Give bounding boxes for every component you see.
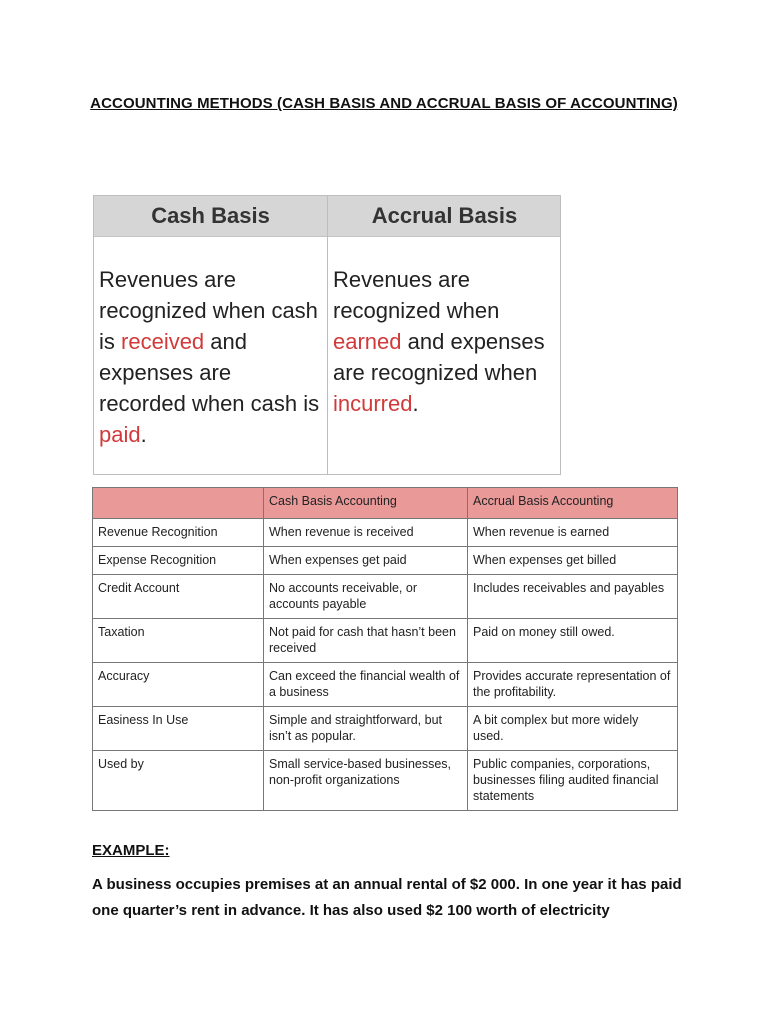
table-cell: Not paid for cash that hasn’t been received xyxy=(264,619,468,663)
table-cell: When expenses get paid xyxy=(264,547,468,575)
page-title: ACCOUNTING METHODS (CASH BASIS AND ACCRUAL BASIS OF ACCOUNTING) xyxy=(90,95,678,112)
accrual-highlight-incurred: incurred xyxy=(333,391,413,416)
comparison-divider xyxy=(327,196,328,474)
table-cell: When revenue is earned xyxy=(468,519,678,547)
table-row xyxy=(93,547,678,575)
table-cell: Expense Recognition xyxy=(93,547,264,575)
table-cell: Simple and straightforward, but isn’t as popular. xyxy=(264,707,468,751)
table-cell: Revenue Recognition xyxy=(93,519,264,547)
cash-text-1: Revenues are recognized when cash is xyxy=(99,267,318,354)
cash-text-2: and expenses are recorded when cash is xyxy=(99,329,320,416)
accrual-basis-heading: Accrual Basis xyxy=(371,203,518,228)
table-cell: Paid on money still owed. xyxy=(468,619,678,663)
accrual-text-1: Revenues are recognized when xyxy=(333,267,500,323)
table-cell: Taxation xyxy=(93,619,264,663)
table-header-cell: Accrual Basis Accounting xyxy=(468,488,678,519)
table-header-cell xyxy=(93,488,264,519)
cash-basis-heading: Cash Basis xyxy=(151,203,270,228)
cash-highlight-paid: paid xyxy=(99,422,141,447)
table-cell: Small service-based businesses, non-profit organizations xyxy=(264,751,468,811)
table-cell: Credit Account xyxy=(93,575,264,619)
cash-highlight-received: received xyxy=(121,329,205,354)
cash-vs-accrual-image xyxy=(93,195,561,475)
table-cell: Easiness In Use xyxy=(93,707,264,751)
table-row xyxy=(93,619,678,663)
table-cell: Provides accurate representation of the profitability. xyxy=(468,663,678,707)
table-cell: Public companies, corporations, businesses filing audited financial statements xyxy=(468,751,678,811)
table-row xyxy=(93,707,678,751)
table-cell: Includes receivables and payables xyxy=(468,575,678,619)
accrual-highlight-earned: earned xyxy=(333,329,402,354)
table-cell: Used by xyxy=(93,751,264,811)
table-header-cell: Cash Basis Accounting xyxy=(264,488,468,519)
table-cell: A bit complex but more widely used. xyxy=(468,707,678,751)
table-row xyxy=(93,519,678,547)
table-row xyxy=(93,751,678,811)
table-cell: Can exceed the financial wealth of a business xyxy=(264,663,468,707)
table-row xyxy=(93,663,678,707)
accrual-basis-description xyxy=(333,264,558,419)
table-cell: No accounts receivable, or accounts payable xyxy=(264,575,468,619)
comparison-table xyxy=(92,487,678,811)
accrual-text-2: and expenses are recognized when xyxy=(333,329,545,385)
cash-basis-description xyxy=(99,264,324,450)
table-cell: Accuracy xyxy=(93,663,264,707)
table-cell: When expenses get billed xyxy=(468,547,678,575)
table-header-row xyxy=(93,488,678,519)
example-text: A business occupies premises at an annual rental of $2 000. In one year it has paid one quarter’s rent in advance. It has also used $2 100 worth of electricity xyxy=(92,876,682,919)
example-label: EXAMPLE: xyxy=(92,842,170,859)
accrual-text-3: . xyxy=(412,391,419,416)
table-cell: When revenue is received xyxy=(264,519,468,547)
cash-text-3: . xyxy=(140,422,147,447)
table-row xyxy=(93,575,678,619)
